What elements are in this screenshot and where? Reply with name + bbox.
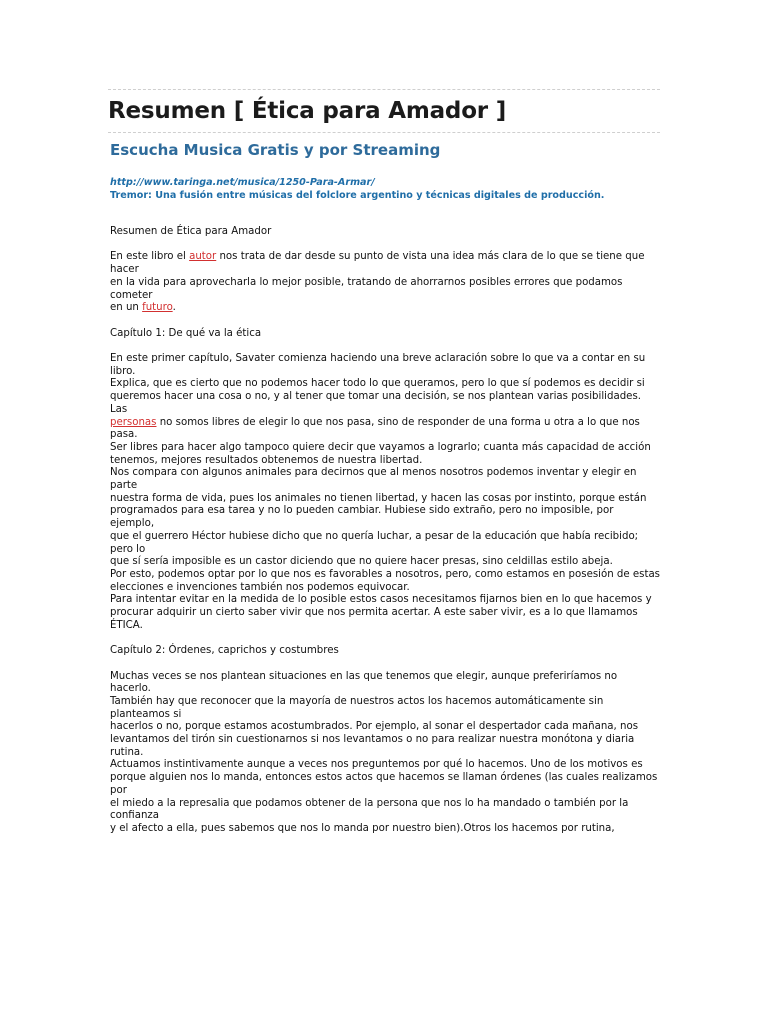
intro-text: . <box>172 302 176 314</box>
chapter-2-line: porque alguien nos lo manda, entonces estos actos que hacemos se llaman órdenes (las cuales realizamos por <box>110 772 658 796</box>
promo-description-link[interactable]: Tremor: Una fusión entre músicas del folclore argentino y técnicas digitales de producción. <box>110 189 605 201</box>
intro-text: en un <box>110 302 143 314</box>
paragraph-gap <box>110 315 660 328</box>
personas-link[interactable]: personas <box>110 416 157 428</box>
chapter-1-line: Explica, que es cierto que no podemos hacer todo lo que queramos, pero lo que sí podemos es decidir si <box>110 378 645 390</box>
paragraph-gap <box>110 658 660 671</box>
page-title: Resumen [ Ética para Amador ] <box>108 98 507 124</box>
chapter-2-line: levantamos del tirón sin cuestionarnos si nos levantamos o no para realizar nuestra monótona y diaria rutina. <box>110 734 635 758</box>
paragraph-gap <box>110 239 660 252</box>
paragraph-gap <box>110 632 660 645</box>
chapter-1-line: no somos libres de elegir lo que nos pasa, sino de responder de una forma u otra a lo que nos pasa. <box>110 416 640 441</box>
autor-link[interactable]: autor <box>189 251 217 263</box>
chapter-2-paragraph <box>110 671 660 836</box>
chapter-2-line: Muchas veces se nos plantean situaciones en las que tenemos que elegir, aunque preferiríamos no hacerlo. <box>110 670 618 695</box>
promo-links <box>110 177 604 202</box>
chapter-1-line: programados para esa tarea y no lo pueden cambiar. Hubiese sido extraño, pero no imposible, por ejemplo, <box>110 505 614 530</box>
chapter-1-paragraph <box>110 353 660 632</box>
promo-subtitle[interactable]: Escucha Musica Gratis y por Streaming <box>110 141 441 159</box>
chapter-2-line: Actuamos instintivamente aunque a veces nos preguntemos por qué lo hacemos. Uno de los motivos es <box>110 759 643 771</box>
chapter-1-title: Capítulo 1: De qué va la ética <box>110 327 262 339</box>
paragraph-gap <box>110 340 660 353</box>
document-body <box>110 226 660 836</box>
dashed-divider-top <box>108 89 660 90</box>
chapter-1-line: que el guerrero Héctor hubiese dicho que no quería luchar, a pesar de la educación que había recibido; pero lo <box>110 530 639 555</box>
futuro-link[interactable]: futuro <box>142 302 173 314</box>
chapter-2-line: También hay que reconocer que la mayoría de nuestros actos los hacemos automáticamente sin planteamos si <box>110 695 604 720</box>
chapter-1-line: procurar adquirir un cierto saber vivir que nos permita acertar. A este saber vivir, es a lo que llamamos ÉTICA. <box>110 607 638 631</box>
chapter-1-line: queremos hacer una cosa o no, y al tener que tomar una decisión, se nos plantean varias posibilidades. Las <box>110 391 641 415</box>
chapter-1-line: que sí sería imposible es un castor diciendo que no quiere hacer presas, sino celdillas estilo abeja. <box>110 556 613 568</box>
promo-url-link[interactable]: http://www.taringa.net/musica/1250-Para-Armar/ <box>110 177 375 188</box>
chapter-1-line: En este primer capítulo, Savater comienza haciendo una breve aclaración sobre lo que va a contar en su libro. <box>110 352 646 377</box>
chapter-2-line: el miedo a la represalia que podamos obtener de la persona que nos lo ha mandado o también por la confianza <box>110 797 629 822</box>
chapter-2-line: hacerlos o no, porque estamos acostumbrados. Por ejemplo, al sonar el despertador cada mañana, nos <box>110 721 639 733</box>
chapter-1-line: Por esto, podemos optar por lo que nos es favorables a nosotros, pero, como estamos en posesión de estas <box>110 568 660 580</box>
body-heading: Resumen de Ética para Amador <box>110 226 272 237</box>
chapter-2-line: y el afecto a ella, pues sabemos que nos lo manda por nuestro bien).Otros los hacemos por rutina, <box>110 822 615 834</box>
chapter-1-line: nuestra forma de vida, pues los animales no tienen libertad, y hacen las cosas por instinto, porque están <box>110 492 647 504</box>
intro-text: nos trata de dar desde su punto de vista una idea más clara de lo que se tiene que hacer <box>110 251 645 276</box>
dashed-divider-title <box>108 132 660 133</box>
chapter-1-line: Ser libres para hacer algo tampoco quiere decir que vayamos a lograrlo; cuanta más capacidad de acción <box>110 441 651 453</box>
intro-text: en la vida para aprovecharla lo mejor posible, tratando de ahorrarnos posibles errores que podamos cometer <box>110 276 623 301</box>
intro-paragraph <box>110 251 660 315</box>
chapter-1-line: Para intentar evitar en la medida de lo posible estos casos necesitamos fijarnos bien en lo que hacemos y <box>110 594 652 606</box>
intro-text: En este libro el <box>110 251 190 263</box>
chapter-2-title: Capítulo 2: Órdenes, caprichos y costumbres <box>110 645 339 657</box>
chapter-1-line: elecciones e invenciones también nos podemos equivocar. <box>110 581 410 593</box>
chapter-1-line: tenemos, mejores resultados obtenemos de nuestra libertad. <box>110 454 423 466</box>
chapter-1-line: Nos compara con algunos animales para decirnos que al menos nosotros podemos inventar y elegir en parte <box>110 467 637 492</box>
